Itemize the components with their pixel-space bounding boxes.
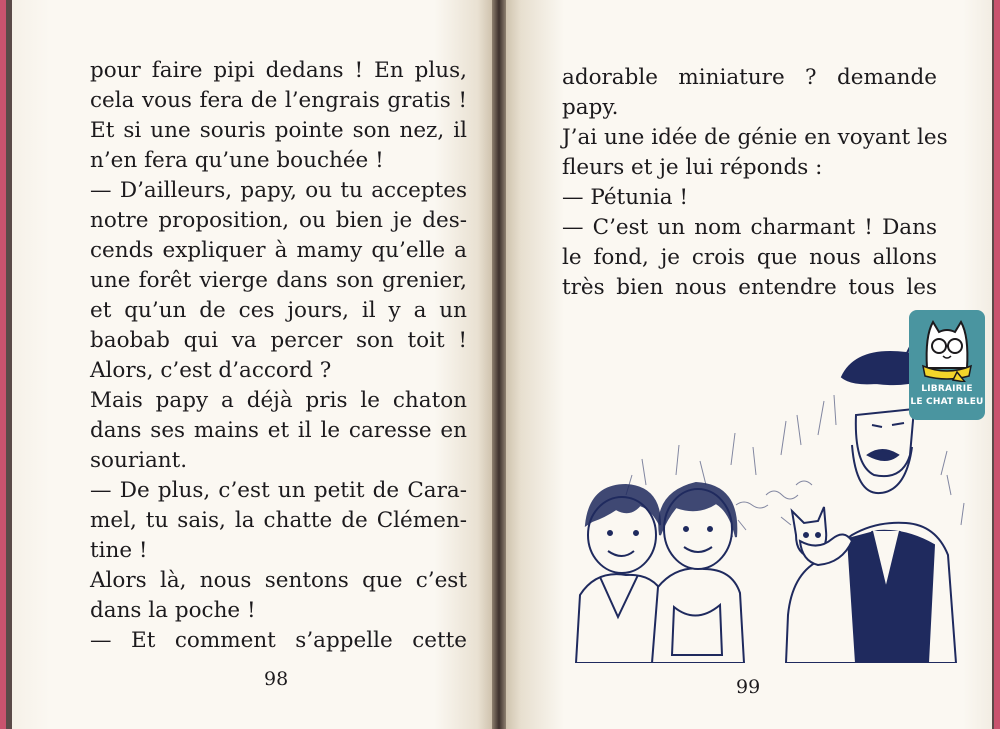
text-line: adorable miniature ? demande [562, 65, 937, 90]
text-line: n’en fera qu’une bouchée ! [90, 148, 384, 173]
watermark-line-2: LE CHAT BLEU [910, 397, 984, 407]
watermark-line-1: LIBRAIRIE [921, 384, 973, 394]
text-line: mel, tu sais, la chatte de Clémen- [90, 508, 467, 533]
text-line: papy. [562, 95, 619, 120]
text-line: — D’ailleurs, papy, ou tu acceptes [90, 178, 467, 203]
text-line: dans la poche ! [90, 598, 256, 623]
text-line: J’ai une idée de génie en voyant les [562, 125, 948, 150]
cat-icon [909, 310, 985, 382]
text-line: Mais papy a déjà pris le chaton [90, 388, 467, 413]
text-line: tine ! [90, 538, 148, 563]
text-line: cends expliquer à mamy qu’elle a [90, 238, 467, 263]
page-number: 98 [264, 668, 289, 690]
text-line: baobab qui va percer son toit ! [90, 328, 467, 353]
text-line: le fond, je crois que nous allons [562, 245, 937, 270]
text-line: pour faire pipi dedans ! En plus, [90, 58, 467, 83]
text-line: Et si une souris pointe son nez, il [90, 118, 467, 143]
watermark-logo [909, 310, 985, 420]
text-line: — C’est un nom charmant ! Dans [562, 215, 937, 240]
text-line: fleurs et je lui réponds : [562, 155, 823, 180]
left-page-text [90, 56, 467, 656]
book-gutter [492, 0, 506, 729]
text-line: Alors là, nous sentons que c’est [90, 568, 467, 593]
text-line: cela vous fera de l’engrais gratis ! [90, 88, 467, 113]
text-line: très bien nous entendre tous les [562, 275, 937, 300]
text-line: une forêt vierge dans son grenier, [90, 268, 467, 293]
right-page-text [562, 63, 948, 303]
text-line: — De plus, c’est un petit de Cara- [90, 478, 467, 503]
text-line: — Et comment s’appelle cette [90, 628, 467, 653]
text-line: souriant. [90, 448, 188, 473]
text-line: — Pétunia ! [562, 185, 689, 210]
text-line: notre proposition, ou bien je des- [90, 208, 467, 233]
text-line: Alors, c’est d’accord ? [90, 358, 332, 383]
open-book [6, 0, 994, 729]
text-line: et qu’un de ces jours, il y a un [90, 298, 467, 323]
girl-figure [652, 483, 744, 663]
page-number: 99 [736, 676, 761, 698]
text-line: dans ses mains et il le caresse en [90, 418, 467, 443]
left-page [12, 0, 492, 729]
